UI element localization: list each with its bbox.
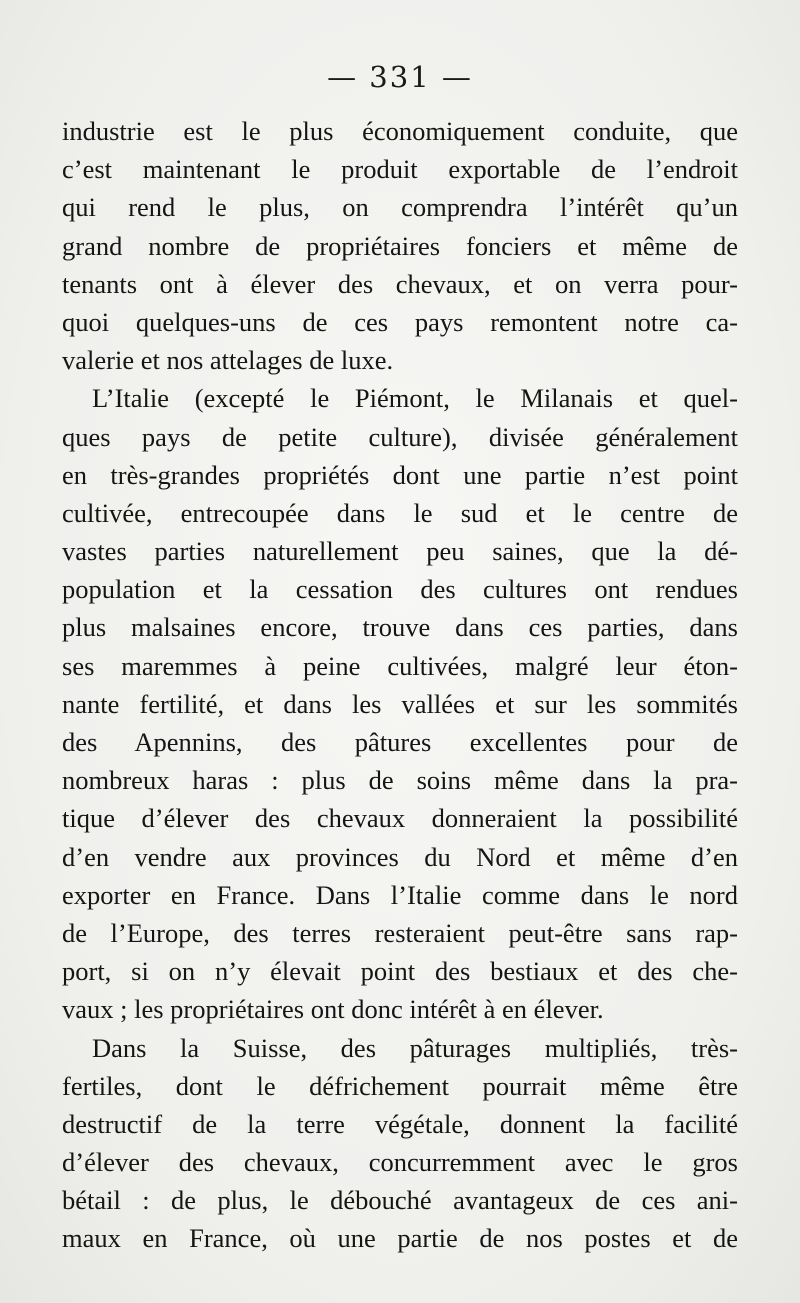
text-line: de l’Europe, des terres resteraient peut-être sans rap- bbox=[62, 917, 738, 948]
text-line: fertiles, dont le défrichement pourrait même être bbox=[62, 1070, 738, 1101]
text-line: ques pays de petite culture), divisée généralement bbox=[62, 421, 738, 452]
text-line: destructif de la terre végétale, donnent la facilité bbox=[62, 1108, 738, 1139]
text-line: valerie et nos attelages de luxe. bbox=[62, 345, 394, 376]
text-line: Dans la Suisse, des pâturages multipliés, très- bbox=[92, 1032, 738, 1063]
text-line: population et la cessation des cultures ont rendues bbox=[62, 574, 738, 605]
body-text bbox=[62, 112, 738, 1258]
page-number: — 331 — bbox=[327, 60, 473, 94]
text-line: vaux ; les propriétaires ont donc intérêt à en élever. bbox=[62, 994, 604, 1025]
text-line: nante fertilité, et dans les vallées et sur les sommités bbox=[62, 688, 738, 719]
text-line: industrie est le plus économiquement conduite, que bbox=[62, 116, 738, 146]
text-line: quoi quelques-uns de ces pays remontent notre ca- bbox=[62, 306, 738, 337]
text-line: d’élever des chevaux, concurremment avec le gros bbox=[62, 1147, 738, 1178]
text-line: cultivée, entrecoupée dans le sud et le centre de bbox=[62, 497, 738, 528]
text-line: c’est maintenant le produit exportable de l’endroit bbox=[62, 154, 738, 185]
text-line: d’en vendre aux provinces du Nord et même d’en bbox=[62, 841, 738, 872]
text-line: des Apennins, des pâtures excellentes pour de bbox=[62, 727, 738, 757]
text-line: ses maremmes à peine cultivées, malgré leur éton- bbox=[62, 650, 738, 681]
text-line: L’Italie (excepté le Piémont, le Milanais et quel- bbox=[92, 383, 738, 414]
text-line: maux en France, où une partie de nos postes et de bbox=[62, 1223, 738, 1254]
text-line: qui rend le plus, on comprendra l’intérêt qu’un bbox=[62, 192, 738, 223]
text-line: nombreux haras : plus de soins même dans la pra- bbox=[62, 765, 738, 796]
text-line: bétail : de plus, le débouché avantageux de ces ani- bbox=[62, 1185, 738, 1216]
text-line: tenants ont à élever des chevaux, et on verra pour- bbox=[62, 268, 738, 299]
text-line: plus malsaines encore, trouve dans ces parties, dans bbox=[62, 612, 738, 643]
text-line: port, si on n’y élevait point des bestiaux et des che- bbox=[62, 956, 738, 987]
text-line: tique d’élever des chevaux donneraient la possibilité bbox=[62, 803, 738, 834]
text-line: vastes parties naturellement peu saines, que la dé- bbox=[62, 536, 738, 567]
text-line: grand nombre de propriétaires fonciers et même de bbox=[62, 230, 738, 261]
text-line: exporter en France. Dans l’Italie comme dans le nord bbox=[62, 879, 738, 910]
text-line: en très-grandes propriétés dont une partie n’est point bbox=[62, 459, 738, 490]
